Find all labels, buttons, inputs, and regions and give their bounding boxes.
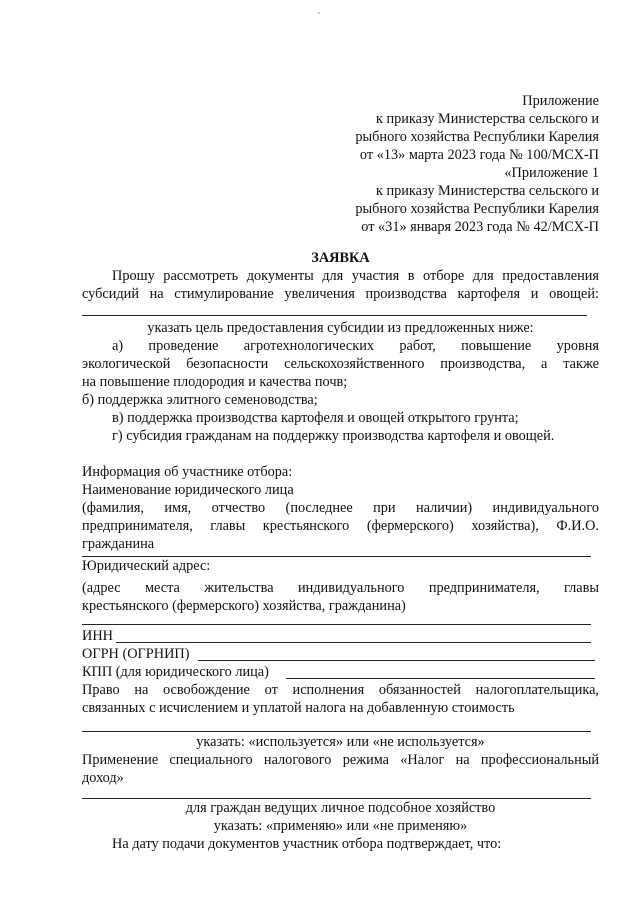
regime-line-1: Применение специального налогового режима «Налог на профессиональный bbox=[82, 752, 599, 768]
header-line-7: рыбного хозяйства Республики Карелия bbox=[355, 201, 599, 217]
header-line-6: к приказу Министерства сельского и bbox=[375, 183, 599, 199]
legal-name-hint-3: гражданина bbox=[82, 536, 155, 552]
purpose-v: в) поддержка производства картофеля и овощей открытого грунта; bbox=[112, 410, 519, 426]
regime-hint-2: указать: «применяю» или «не применяю» bbox=[213, 818, 468, 834]
regime-hint-1: для граждан ведущих личное подсобное хозяйство bbox=[185, 800, 496, 816]
purpose-g: г) субсидия гражданам на поддержку производства картофеля и овощей. bbox=[112, 428, 555, 444]
purpose-fill-line[interactable] bbox=[82, 315, 587, 316]
purpose-a-line-3: на повышение плодородия и качества почв; bbox=[82, 374, 348, 390]
inn-fill-line[interactable] bbox=[116, 642, 591, 643]
vat-fill-line[interactable] bbox=[82, 731, 591, 732]
scan-speck bbox=[318, 12, 320, 14]
legal-address-label: Юридический адрес: bbox=[82, 558, 211, 574]
header-line-3: рыбного хозяйства Республики Карелия bbox=[355, 129, 599, 145]
document-title: ЗАЯВКА bbox=[311, 250, 370, 266]
intro-line-2: субсидий на стимулирование увеличения производства картофеля и овощей: bbox=[82, 286, 599, 302]
legal-name-label: Наименование юридического лица bbox=[82, 482, 294, 498]
purpose-b: б) поддержка элитного семеноводства; bbox=[82, 392, 318, 408]
participant-info-label: Информация об участнике отбора: bbox=[82, 464, 293, 480]
intro-line-1: Прошу рассмотреть документы для участия в отборе для предоставления bbox=[112, 268, 599, 284]
legal-address-fill-line[interactable] bbox=[82, 624, 591, 625]
purpose-a-line-1: а) проведение агротехнологических работ, повышение уровня bbox=[112, 338, 599, 354]
kpp-fill-line[interactable] bbox=[286, 678, 595, 679]
ogrn-fill-line[interactable] bbox=[198, 660, 595, 661]
legal-address-hint-1: (адрес места жительства индивидуального предпринимателя, главы bbox=[82, 580, 599, 596]
header-line-2: к приказу Министерства сельского и bbox=[375, 111, 599, 127]
vat-line-1: Право на освобождение от исполнения обязанностей налогоплательщика, bbox=[82, 682, 599, 698]
kpp-label: КПП (для юридического лица) bbox=[82, 664, 269, 680]
header-line-5: «Приложение 1 bbox=[504, 165, 599, 181]
legal-address-hint-2: крестьянского (фермерского) хозяйства, гражданина) bbox=[82, 598, 406, 614]
header-line-4: от «13» марта 2023 года № 100/МСХ-П bbox=[359, 147, 599, 163]
purpose-hint: указать цель предоставления субсидии из предложенных ниже: bbox=[147, 320, 534, 336]
legal-name-hint-2: предпринимателя, главы крестьянского (фермерского) хозяйства), Ф.И.О. bbox=[82, 518, 599, 534]
vat-hint: указать: «используется» или «не используется» bbox=[196, 734, 485, 750]
header-line-8: от «31» января 2023 года № 42/МСХ-П bbox=[361, 219, 599, 235]
purpose-a-line-2: экологической безопасности сельскохозяйственного производства, а также bbox=[82, 356, 599, 372]
ogrn-label: ОГРН (ОГРНИП) bbox=[82, 646, 190, 662]
vat-line-2: связанных с исчислением и уплатой налога на добавленную стоимость bbox=[82, 700, 515, 716]
regime-line-2: доход» bbox=[82, 770, 124, 786]
confirm-line: На дату подачи документов участник отбора подтверждает, что: bbox=[112, 836, 502, 852]
legal-name-hint-1: (фамилия, имя, отчество (последнее при наличии) индивидуального bbox=[82, 500, 599, 516]
inn-label: ИНН bbox=[82, 628, 113, 644]
header-line-1: Приложение bbox=[522, 93, 599, 109]
